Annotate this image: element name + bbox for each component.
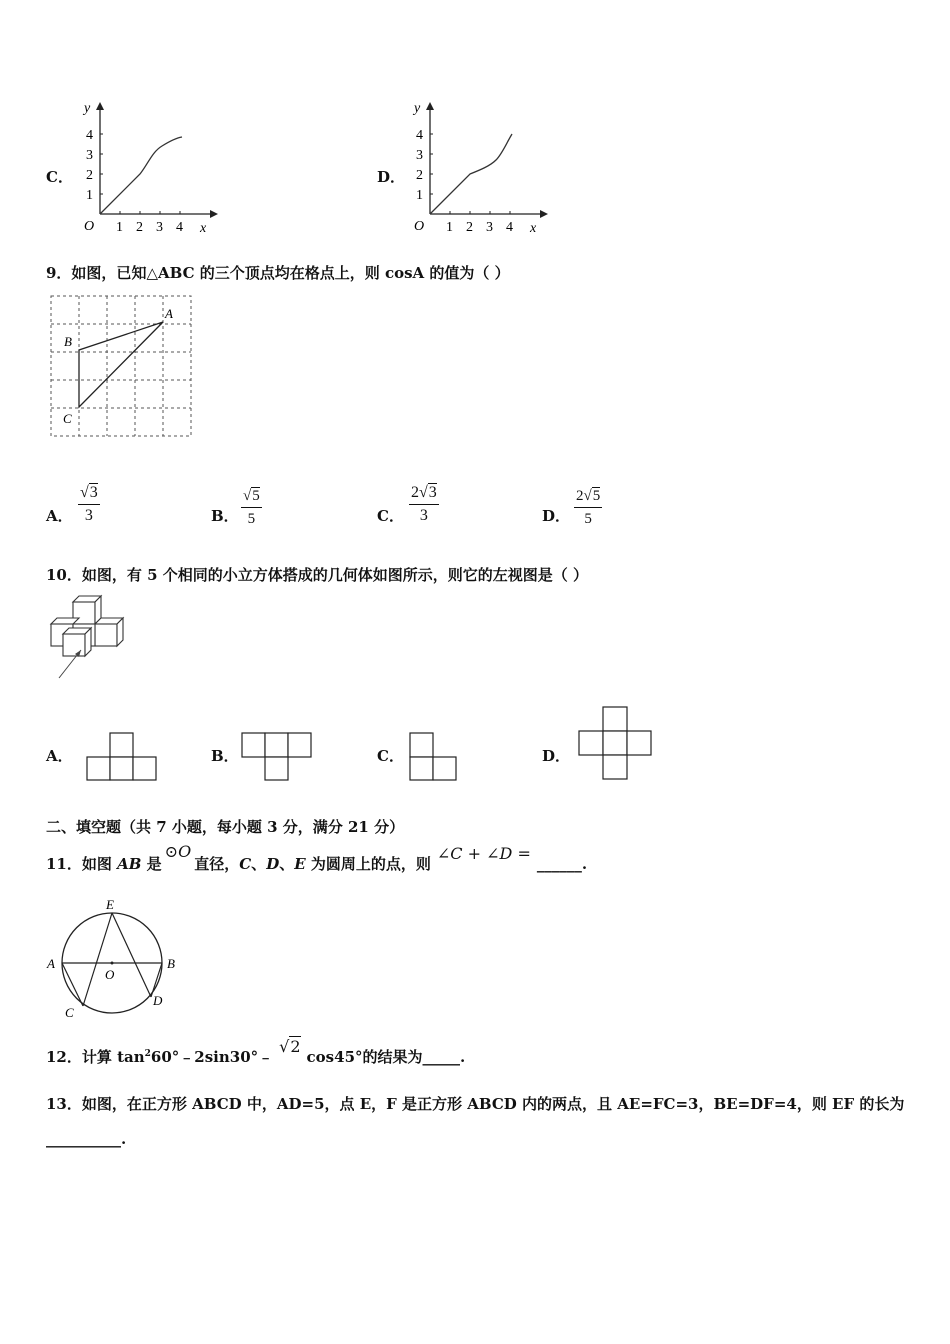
x-tick: 1 — [446, 220, 453, 235]
y-tick: 3 — [86, 148, 93, 163]
point-b-label: B — [167, 956, 175, 971]
q10-option-a-figure — [86, 731, 161, 783]
q9-option-a-value: $\frac{√3}{3}$ — [80, 484, 98, 524]
q9-option-c-value: $\frac{2√3}{3}$ — [411, 484, 437, 524]
q10-option-d-label: D． — [542, 747, 571, 765]
q10-option-c-label: C． — [377, 747, 404, 765]
q10-option-b-label: B． — [211, 747, 239, 765]
y-tick: 4 — [86, 128, 93, 143]
option-d-label: D． — [377, 168, 406, 186]
q12-text: 12．计算 $\tan^260^\circ﹣2\sin 30^\circ﹣√2\cos 45^\circ$的结果为_____. — [46, 1037, 466, 1066]
q10-cubes-figure — [45, 594, 140, 684]
x-tick: 3 — [486, 220, 493, 235]
q9-option-b-label: B． — [211, 507, 239, 525]
y-tick: 2 — [416, 168, 423, 183]
q13-text: 13．如图，在正方形 ABCD 中，AD=5，点 E，F 是正方形 ABCD 内的两点，且 AE=FC=3，BE=DF=4，则 EF 的长为 — [46, 1095, 905, 1113]
y-tick: 1 — [416, 188, 423, 203]
q9-option-d-value: $\frac{2√5}{5}$ — [574, 485, 602, 530]
q9-grid-figure — [50, 295, 195, 440]
point-c-label: C — [65, 1005, 74, 1020]
y-tick: 1 — [86, 188, 93, 203]
option-c-label: C． — [46, 168, 73, 186]
point-o-label: O — [105, 967, 115, 982]
point-c-label: C — [63, 411, 72, 426]
x-tick: 2 — [136, 220, 143, 235]
y-tick: 3 — [416, 148, 423, 163]
q13-blank: __________. — [46, 1130, 127, 1148]
origin-label: O — [84, 219, 95, 234]
origin-label: O — [414, 219, 425, 234]
curve-c — [100, 137, 182, 214]
graph-option-c — [70, 98, 220, 238]
x-tick: 2 — [466, 220, 473, 235]
q9-option-d-label: D． — [542, 507, 571, 525]
q10-option-c-figure — [409, 731, 464, 783]
q9-text: 9．如图，已知△ABC 的三个顶点均在格点上，则 cosA 的值为（ ） — [46, 264, 510, 282]
q9-option-a-label: A． — [46, 507, 73, 525]
q11-circle-figure — [45, 895, 185, 1020]
q10-option-a-label: A． — [46, 747, 73, 765]
point-a-label: A — [47, 956, 55, 971]
curve-d — [430, 134, 512, 214]
point-d-label: D — [153, 993, 163, 1008]
axis-x-label: x — [200, 221, 207, 236]
y-tick: 4 — [416, 128, 423, 143]
y-tick: 2 — [86, 168, 93, 183]
q10-option-b-figure — [241, 731, 316, 783]
q9-option-b-value: $\frac{√5}{5}$ — [241, 485, 262, 530]
point-a-label: A — [165, 306, 173, 321]
point-e-label: E — [106, 897, 114, 912]
x-tick: 1 — [116, 220, 123, 235]
axis-y-label: y — [84, 101, 91, 116]
q11-text: 11．如图 AB 是⊙O直径，C、D、E 为圆周上的点，则∠C + ∠D =______. — [46, 842, 588, 873]
q10-text: 10．如图，有 5 个相同的小立方体搭成的几何体如图所示，则它的左视图是（ ） — [46, 566, 588, 584]
x-tick: 4 — [176, 220, 183, 235]
x-tick: 3 — [156, 220, 163, 235]
q10-option-d-figure — [577, 705, 655, 783]
q9-option-c-label: C． — [377, 507, 404, 525]
graph-option-d — [400, 98, 550, 238]
section-2-title: 二、填空题（共 7 小题，每小题 3 分，满分 21 分） — [46, 818, 405, 836]
point-b-label: B — [64, 334, 72, 349]
axis-x-label: x — [530, 221, 537, 236]
x-tick: 4 — [506, 220, 513, 235]
triangle-abc — [79, 322, 163, 407]
axis-y-label: y — [414, 101, 421, 116]
